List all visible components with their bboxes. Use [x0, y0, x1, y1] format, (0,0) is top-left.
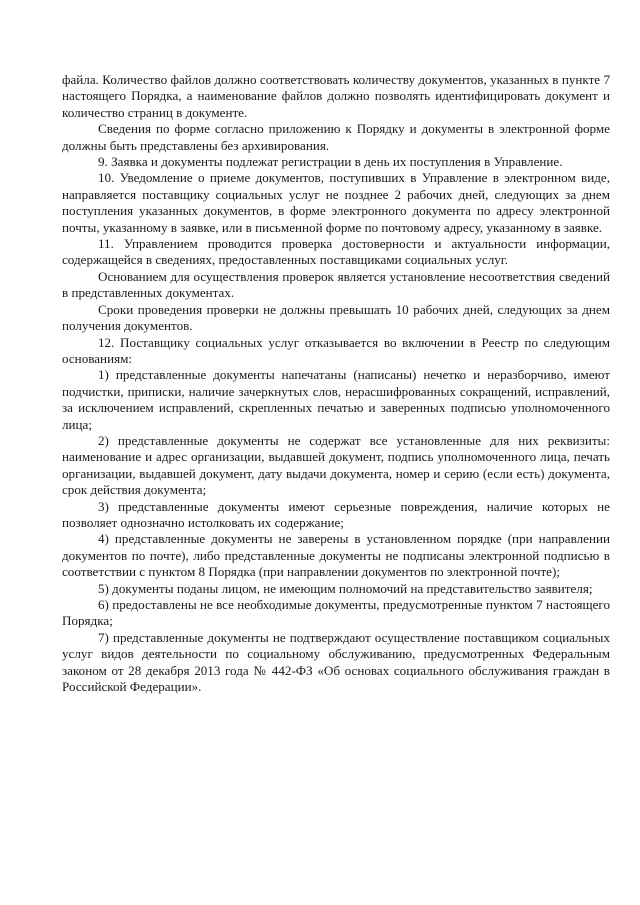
- list-item-refusal-3: 3) представленные документы имеют серьезные повреждения, наличие которых не позволяет однозначно истолковать их содержание;: [62, 498, 610, 530]
- paragraph-item-11: 11. Управлением проводится проверка достоверности и актуальности информации, содержащейся в сведениях, предоставленных поставщиками социальных услуг.: [62, 236, 610, 268]
- list-item-refusal-7: 7) представленные документы не подтверждают осуществление поставщиком социальных услуг видов деятельности по социальному обслуживанию, предусмотренных Федеральным законом от 28 декабря 2013 года № 442-ФЗ «Об основах социального обслуживания граждан в Российской Федерации».: [62, 629, 610, 695]
- paragraph-item-9: 9. Заявка и документы подлежат регистрации в день их поступления в Управление.: [98, 154, 563, 170]
- paragraph-continuation-file-naming: файла. Количество файлов должно соответствовать количеству документов, указанных в пункте 7 настоящего Порядка, а наименование файлов должно позволять идентифицировать документ и количество страниц в документе.: [62, 72, 610, 120]
- paragraph-item-12: 12. Поставщику социальных услуг отказывается во включении в Реестр по следующим основаниям:: [62, 334, 610, 366]
- list-item-refusal-6: 6) предоставлены не все необходимые документы, предусмотренные пунктом 7 настоящего Порядка;: [62, 597, 610, 629]
- paragraph-no-archiving: Сведения по форме согласно приложению к Порядку и документы в электронной форме должны быть представлены без архивирования.: [62, 121, 610, 153]
- paragraph-check-deadline: Сроки проведения проверки не должны превышать 10 рабочих дней, следующих за днем получения документов.: [62, 301, 610, 334]
- list-item-refusal-2: 2) представленные документы не содержат все установленные для них реквизиты: наименование и адрес организации, выдавшей документ, подпись уполномоченного лица, печать организации, выдавшей документ, дату выдачи документа, номер и серию (если есть) документа, срок действия документа;: [62, 432, 610, 498]
- paragraph-check-grounds: Основанием для осуществления проверок является установление несоответствия сведений в представленных документах.: [62, 268, 610, 301]
- list-item-refusal-1: 1) представленные документы напечатаны (написаны) нечетко и неразборчиво, имеют подчистки, приписки, наличие зачеркнутых слов, нерасшифрованных сокращений, исправлений, за исключением исправлений, скрепленных печатью и заверенных подписью уполномоченного лица;: [62, 367, 610, 432]
- document-page: [62, 72, 610, 695]
- list-item-refusal-4: 4) представленные документы не заверены в установленном порядке (при направлении документов по почте), либо представленные документы не подписаны электронной подписью в соответствии с пунктом 8 Порядка (при направлении документов по электронной почте);: [62, 531, 610, 580]
- paragraph-item-10: 10. Уведомление о приеме документов, поступивших в Управление в электронном виде, направляется поставщику социальных услуг не позднее 2 рабочих дней, следующих за днем поступления указанных документов, в форме электронного документа по адресу электронной почты, указанному в заявке, или в письменной форме по почтовому адресу, указанному в заявке.: [62, 170, 610, 235]
- list-item-refusal-5: 5) документы поданы лицом, не имеющим полномочий на представительство заявителя;: [98, 580, 593, 596]
